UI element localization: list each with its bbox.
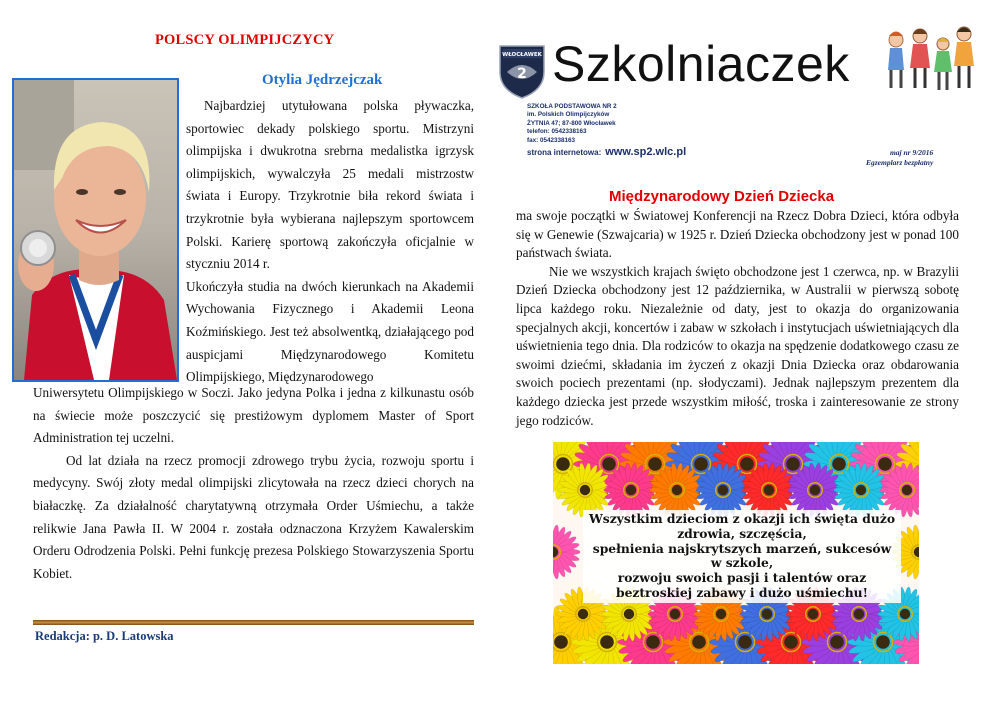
issue-info — [866, 148, 933, 168]
greeting-line: w szkole, — [710, 555, 774, 571]
footer-divider — [33, 620, 474, 625]
greeting-line: beztroskiej zabawy i dużo uśmiechu! — [615, 584, 869, 600]
article-paragraph: Uniwersytetu Olimpijskiego w Soczi. Jako jedyna Polka i jedna z kilkunastu osób na świecie może poszczycić się prestiżowym dyplomem Master of Sport Administration tej uczelni. — [33, 385, 474, 446]
school-info-line: fax: 0542338163 — [527, 136, 575, 144]
price-note: Egzemplarz bezpłatny — [866, 158, 934, 167]
greeting-line: spełnienia najskrytszych marzeń, sukcesów — [592, 540, 892, 556]
issue-number: maj nr 9/2016 — [889, 148, 934, 157]
article-paragraph: Najbardziej utytułowana polska pływaczka, sportowiec dekady polskiego sportu. Mistrzyni olimpijska i dwukrotna srebrna medalistka igrzysk olimpijskich, wywalczyła 25 medali mistrzostw świata i Europy. Trzykrotnie biła rekord świata i trzykrotnie była wybierana najlepszym sportowcem Polski. Karierę sportową zakończyła oficjalnie w styczniu 2014 r. — [186, 98, 474, 272]
greeting-line: rozwoju swoich pasji i talentów oraz — [617, 570, 867, 586]
athlete-photo — [12, 78, 179, 382]
school-shield-icon — [497, 40, 547, 100]
article-paragraph: Od lat działa na rzecz promocji zdrowego trybu życia, rozwoju sportu i medycyny. Swój złoty medal olimpijski zlicytowała na rzecz dzieci chorych na białaczkę. Za działalność charytatywną otrzymała Order Uśmiechu, a także relikwie Jana Pawła II. W 2004 r. została odznaczona Krzyżem Kawalerskim Orderu Odrodzenia Polski. Pełni funkcję prezesa Polskiego Stowarzyszenia Sportu Kobiet. — [33, 452, 474, 581]
shield-city: WŁOCŁAWEK — [502, 52, 542, 58]
article-paragraph: Nie we wszystkich krajach święto obchodzone jest 1 czerwca, np. w Brazylii Dzień Dziecka obchodzony jest 12 października, w Australii w pierwszą sobotę lipca każdego roku. Niezależnie od daty, jest to okazja do organizowania specjalnych akcji, koncertów i zabaw w szkołach i instytucjach uświetniających dla uświetnienia tego dnia. Dla rodziców to okazja na spędzenie dodatkowego czasu ze swoimi dziećmi, składania im życzeń z okazji Dnia Dziecka oraz obdarowania swoich pociech prezentami (np. słodyczami). Jednak najlepszym prezentem dla każdego dziecka jest przede wszystkim miłość, troska i zainteresowanie ze strony jego rodziców. — [516, 263, 959, 428]
children-illustration — [880, 22, 976, 98]
article-body — [186, 95, 474, 389]
editor-credit: Redakcja: p. D. Latowska — [35, 629, 174, 643]
article-title: Otylia Jędrzejczak — [262, 72, 383, 88]
greeting-text — [583, 510, 901, 603]
greeting-line: Wszystkim dzieciom z okazji ich święta dużo — [588, 511, 896, 526]
athlete-photo-illustration — [14, 80, 177, 380]
website-label: strona internetowa: — [527, 148, 602, 157]
section-header: POLSCY OLIMPIJCZYCY — [155, 32, 335, 48]
article-body — [516, 207, 959, 430]
school-info-line: ŻYTNIA 47; 87-800 Włocławek — [527, 119, 616, 127]
school-info — [527, 103, 617, 145]
school-info-line: telefon: 0542338163 — [527, 128, 587, 136]
shield-number: 2 — [517, 66, 527, 82]
website-row — [527, 146, 686, 158]
school-info-line: im. Polskich Olimpijczyków — [527, 111, 610, 119]
article-paragraph: Ukończyła studia na dwóch kierunkach na Akademii Wychowania Fizycznego i Akademii Leona Koźmińskiego. Jest też absolwentką, działającego pod auspicjami Międzynarodowego Komitetu Olimpijskiego, Międzynarodowego — [186, 278, 474, 385]
article-title: Międzynarodowy Dzień Dziecka — [609, 188, 835, 205]
school-info-line: SZKOŁA PODSTAWOWA NR 2 — [527, 103, 617, 110]
article-paragraph: ma swoje początki w Światowej Konferencji na Rzecz Dobra Dzieci, która odbyła się w Genewie (Szwajcaria) w 1925 r. Dzień Dziecka obchodzony jest w ponad 100 państwach świata. — [516, 208, 959, 261]
newspaper-title: Szkolniaczek — [552, 36, 850, 92]
article-body-continued — [33, 382, 474, 585]
website-link[interactable]: www.sp2.wlc.pl — [605, 146, 687, 158]
greeting-line: zdrowia, szczęścia, — [677, 525, 807, 541]
